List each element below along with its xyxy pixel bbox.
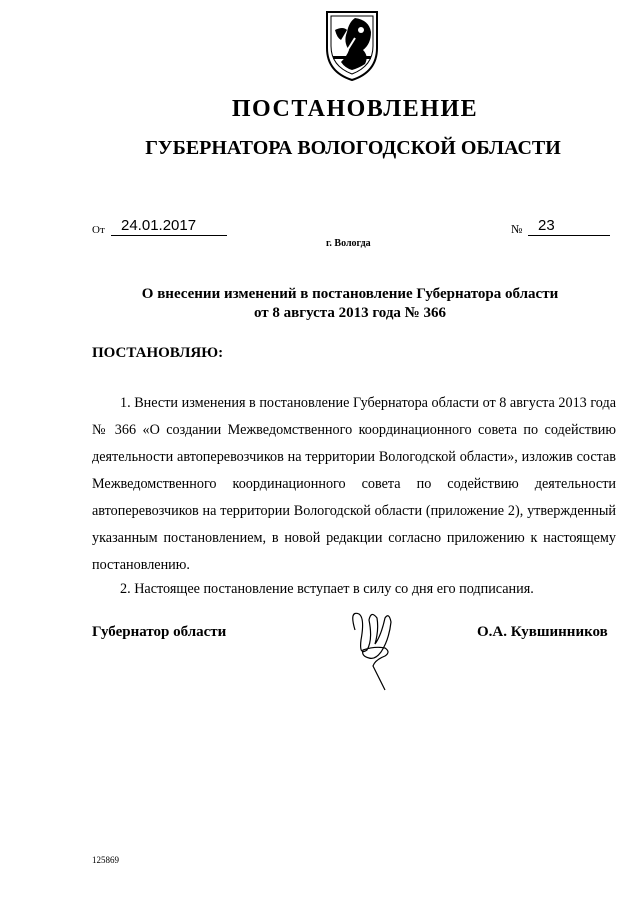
paragraph-2: 2. Настоящее постановление вступает в силу со дня его подписания. <box>120 581 534 597</box>
resolve-label: ПОСТАНОВЛЯЮ: <box>92 345 224 361</box>
document-title: ПОСТАНОВЛЕНИЕ <box>231 96 479 122</box>
signatory-name: О.А. Кувшинников <box>477 624 608 640</box>
number-label: № <box>511 222 523 236</box>
document-number: 125869 <box>92 855 119 865</box>
subject-line-2: от 8 августа 2013 года № 366 <box>254 305 446 321</box>
subject-line-1: О внесении изменений в постановление Губернатора области <box>141 286 559 302</box>
date-field <box>111 217 227 236</box>
number-field <box>528 217 610 236</box>
coat-of-arms-icon <box>325 10 379 82</box>
signatory-position: Губернатор области <box>92 624 227 640</box>
document-subtitle: ГУБЕРНАТОРА ВОЛОГОДСКОЙ ОБЛАСТИ <box>145 137 561 159</box>
city-label: г. Вологда <box>326 238 371 249</box>
number-value: 23 <box>538 217 555 234</box>
paragraph-1: 1. Внести изменения в постановление Губернатора области от 8 августа 2013 года № 366 «О создании Межведомственного координационного совета по содействию деятельности автоперевозчиков на территории Вологодской области», изложив состав Межведомственного координационного совета по содействию деятельности автоперевозчиков на территории Вологодской области (приложение 2), утвержденный указанным постановлением, в новой редакции согласно приложению к настоящему постановлению. <box>92 395 616 573</box>
date-label: От <box>92 224 105 236</box>
date-value: 24.01.2017 <box>121 217 197 234</box>
subject-heading <box>60 285 640 323</box>
handwritten-signature <box>345 600 405 700</box>
